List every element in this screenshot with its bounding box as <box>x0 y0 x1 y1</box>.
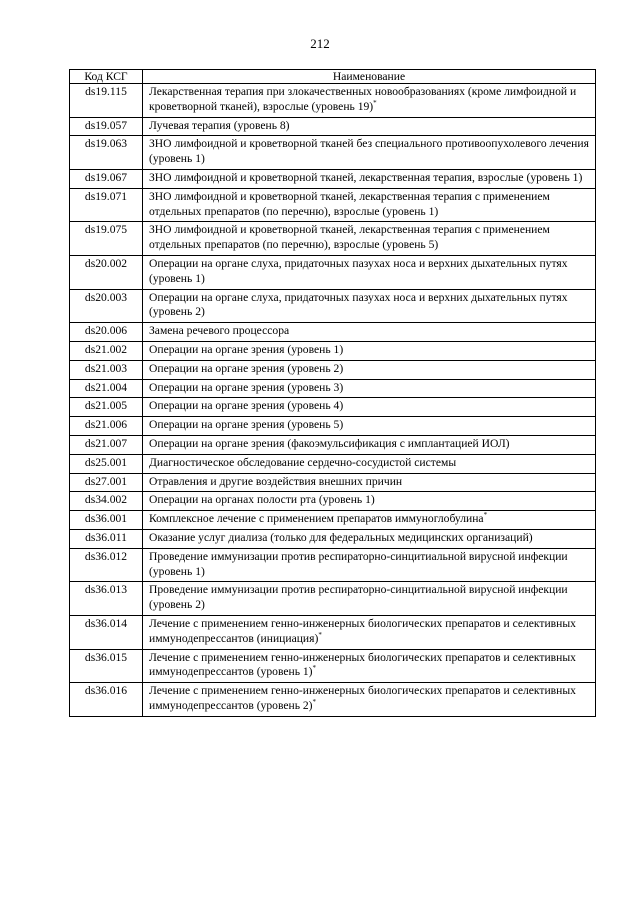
ksg-name-text: ЗНО лимфоидной и кроветворной тканей без специального противоопухолевого лечения (уровень 1) <box>149 137 589 166</box>
table-row <box>70 169 596 188</box>
ksg-name-text: Отравления и другие воздействия внешних причин <box>149 474 403 488</box>
table-body <box>70 84 596 717</box>
table-row <box>70 341 596 360</box>
ksg-code-cell: ds36.014 <box>70 615 143 649</box>
table-row <box>70 511 596 530</box>
ksg-name-text: Операции на органе зрения (факоэмульсификация с имплантацией ИОЛ) <box>149 436 510 450</box>
ksg-name-text: Комплексное лечение с применением препаратов иммуноглобулина <box>149 512 484 526</box>
ksg-name-text: ЗНО лимфоидной и кроветворной тканей, лекарственная терапия с применением отдельных препаратов (по перечню), взрослые (уровень 5) <box>149 223 550 252</box>
ksg-code-cell: ds21.007 <box>70 435 143 454</box>
ksg-code-cell: ds36.015 <box>70 649 143 683</box>
table-row <box>70 548 596 582</box>
ksg-name-text: Лечение с применением генно-инженерных биологических препаратов и селективных иммунодепрессантов (уровень 1) <box>149 650 576 679</box>
ksg-name-text: Операции на органе зрения (уровень 3) <box>149 380 344 394</box>
ksg-name-text: Операции на органах полости рта (уровень 1) <box>149 493 375 507</box>
ksg-code-cell: ds21.003 <box>70 360 143 379</box>
ksg-name-cell <box>143 379 596 398</box>
ksg-name-text: ЗНО лимфоидной и кроветворной тканей, лекарственная терапия, взрослые (уровень 1) <box>149 170 583 184</box>
ksg-name-text: Лечение с применением генно-инженерных биологических препаратов и селективных иммунодепрессантов (инициация) <box>149 616 576 645</box>
ksg-name-text: Лучевая терапия (уровень 8) <box>149 118 290 132</box>
ksg-name-cell <box>143 222 596 256</box>
ksg-name-text: Операции на органе зрения (уровень 1) <box>149 342 344 356</box>
table-row <box>70 84 596 118</box>
table-row <box>70 683 596 717</box>
ksg-name-cell <box>143 136 596 170</box>
table-row <box>70 492 596 511</box>
ksg-name-cell <box>143 323 596 342</box>
ksg-code-cell: ds21.005 <box>70 398 143 417</box>
ksg-code-cell: ds34.002 <box>70 492 143 511</box>
table-row <box>70 255 596 289</box>
table-row <box>70 582 596 616</box>
table-row <box>70 360 596 379</box>
footnote-mark: * <box>318 630 322 639</box>
ksg-name-text: Операции на органе зрения (уровень 2) <box>149 361 344 375</box>
ksg-name-cell <box>143 582 596 616</box>
page-number: 212 <box>310 36 330 51</box>
ksg-code-cell: ds20.003 <box>70 289 143 323</box>
ksg-name-cell <box>143 548 596 582</box>
footnote-mark: * <box>373 98 377 107</box>
table-row <box>70 117 596 136</box>
ksg-name-cell <box>143 435 596 454</box>
table-row <box>70 323 596 342</box>
ksg-name-text: Проведение иммунизации против респираторно-синцитиальной вирусной инфекции (уровень 2) <box>149 583 568 612</box>
ksg-code-cell: ds19.057 <box>70 117 143 136</box>
ksg-code-cell: ds36.012 <box>70 548 143 582</box>
table-row <box>70 615 596 649</box>
ksg-name-text: Операции на органе зрения (уровень 4) <box>149 399 344 413</box>
ksg-name-cell <box>143 473 596 492</box>
table-row <box>70 529 596 548</box>
ksg-name-text: Диагностическое обследование сердечно-сосудистой системы <box>149 455 457 469</box>
ksg-name-cell <box>143 360 596 379</box>
ksg-code-cell: ds36.016 <box>70 683 143 717</box>
ksg-name-cell <box>143 615 596 649</box>
ksg-code-cell: ds36.001 <box>70 511 143 530</box>
ksg-name-cell <box>143 511 596 530</box>
ksg-code-cell: ds27.001 <box>70 473 143 492</box>
ksg-name-text: Проведение иммунизации против респираторно-синцитиальной вирусной инфекции (уровень 1) <box>149 549 568 578</box>
column-header-code: Код КСГ <box>70 70 143 84</box>
ksg-name-cell <box>143 529 596 548</box>
ksg-table <box>69 69 596 717</box>
ksg-name-cell <box>143 341 596 360</box>
ksg-code-cell: ds19.071 <box>70 188 143 222</box>
ksg-name-text: Оказание услуг диализа (только для федеральных медицинских организаций) <box>149 530 533 544</box>
ksg-name-cell <box>143 683 596 717</box>
ksg-name-cell <box>143 649 596 683</box>
ksg-name-cell <box>143 188 596 222</box>
table-row <box>70 435 596 454</box>
table-row <box>70 136 596 170</box>
ksg-name-cell <box>143 117 596 136</box>
ksg-code-cell: ds20.006 <box>70 323 143 342</box>
ksg-name-text: Лекарственная терапия при злокачественных новообразованиях (кроме лимфоидной и кроветворной тканей), взрослые (уровень 19) <box>149 85 577 113</box>
table-row <box>70 188 596 222</box>
ksg-code-cell: ds19.115 <box>70 84 143 118</box>
ksg-code-cell: ds19.067 <box>70 169 143 188</box>
table-row <box>70 649 596 683</box>
ksg-code-cell: ds19.075 <box>70 222 143 256</box>
footnote-mark: * <box>483 511 488 520</box>
footnote-mark: * <box>312 664 317 673</box>
ksg-name-cell <box>143 492 596 511</box>
ksg-name-text: ЗНО лимфоидной и кроветворной тканей, лекарственная терапия с применением отдельных препаратов (по перечню), взрослые (уровень 1) <box>149 189 550 218</box>
ksg-name-text: Операции на органе слуха, придаточных пазухах носа и верхних дыхательных путях (уровень 2) <box>149 290 568 319</box>
ksg-name-cell <box>143 454 596 473</box>
ksg-name-cell <box>143 417 596 436</box>
ksg-name-text: Операции на органе слуха, придаточных пазухах носа и верхних дыхательных путях (уровень 1) <box>149 256 568 285</box>
table-row <box>70 289 596 323</box>
ksg-code-cell: ds21.004 <box>70 379 143 398</box>
ksg-name-cell <box>143 398 596 417</box>
ksg-code-cell: ds21.002 <box>70 341 143 360</box>
table-row <box>70 417 596 436</box>
ksg-name-cell <box>143 84 596 118</box>
column-header-name: Наименование <box>143 70 596 84</box>
ksg-name-cell <box>143 255 596 289</box>
ksg-code-cell: ds25.001 <box>70 454 143 473</box>
table-row <box>70 398 596 417</box>
ksg-code-cell: ds19.063 <box>70 136 143 170</box>
table-row <box>70 473 596 492</box>
ksg-code-cell: ds20.002 <box>70 255 143 289</box>
ksg-code-cell: ds36.011 <box>70 529 143 548</box>
ksg-name-cell <box>143 289 596 323</box>
footnote-mark: * <box>312 698 317 707</box>
ksg-code-cell: ds36.013 <box>70 582 143 616</box>
table-row <box>70 379 596 398</box>
table-header-row <box>70 70 596 84</box>
table-row <box>70 454 596 473</box>
table-row <box>70 222 596 256</box>
ksg-code-cell: ds21.006 <box>70 417 143 436</box>
ksg-name-cell <box>143 169 596 188</box>
ksg-name-text: Операции на органе зрения (уровень 5) <box>149 418 344 432</box>
ksg-name-text: Замена речевого процессора <box>149 324 290 338</box>
ksg-name-text: Лечение с применением генно-инженерных биологических препаратов и селективных иммунодепрессантов (уровень 2) <box>149 684 576 712</box>
